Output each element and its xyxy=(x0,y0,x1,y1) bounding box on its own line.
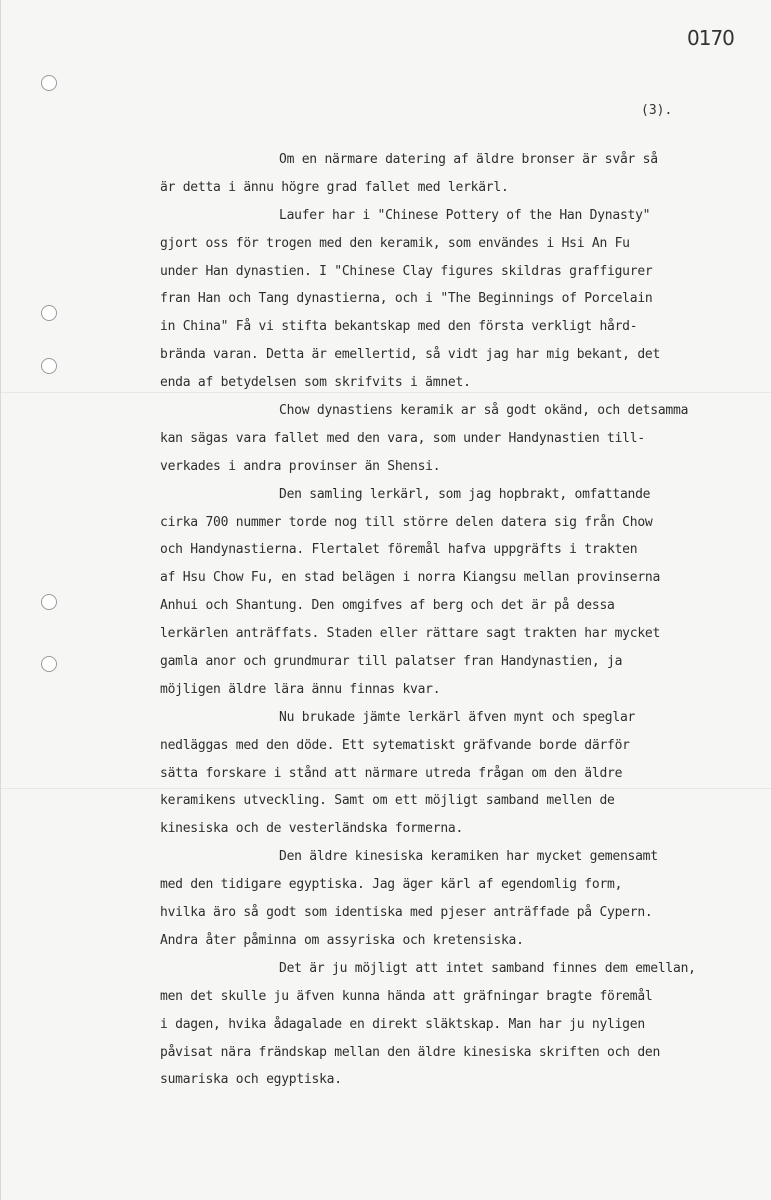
text-line: men det skulle ju äfven kunna hända att gräfningar bragte föremål xyxy=(160,988,653,1004)
text-line: verkades i andra provinser än Shensi. xyxy=(160,458,441,474)
text-line: påvisat nära frändskap mellan den äldre kinesiska skriften och den xyxy=(160,1044,661,1060)
text-line: Nu brukade jämte lerkärl äfven mynt och speglar xyxy=(279,709,636,725)
text-line: Den samling lerkärl, som jag hopbrakt, omfattande xyxy=(279,486,651,502)
text-line: Anhui och Shantung. Den omgifves af berg och det är på dessa xyxy=(160,598,615,614)
punch-hole xyxy=(41,594,57,610)
text-line: fran Han och Tang dynastierna, och i "The Beginnings of Porcelain xyxy=(160,291,653,307)
archive-number: 0170 xyxy=(687,26,734,50)
text-line: gamla anor och grundmurar till palatser fran Handynastien, ja xyxy=(160,654,623,670)
page-number: (3). xyxy=(641,103,673,118)
text-line: enda af betydelsen som skrifvits i ämnet. xyxy=(160,375,471,391)
text-line: Om en närmare datering af äldre bronser är svår så xyxy=(279,152,658,167)
text-line: nedläggas med den döde. Ett sytematiskt gräfvande borde därför xyxy=(160,737,630,753)
text-line: brända varan. Detta är emellertid, så vidt jag har mig bekant, det xyxy=(160,347,661,363)
punch-hole xyxy=(41,75,57,91)
text-line: Andra åter påminna om assyriska och kretensiska. xyxy=(160,932,524,948)
text-line: är detta i ännu högre grad fallet med lerkärl. xyxy=(160,179,509,195)
text-line: sumariska och egyptiska. xyxy=(160,1072,342,1088)
text-line: af Hsu Chow Fu, en stad belägen i norra Kiangsu mellan provinserna xyxy=(160,570,661,586)
punch-hole xyxy=(41,656,57,672)
text-line: kan sägas vara fallet med den vara, som under Handynastien till- xyxy=(160,430,645,446)
punch-hole xyxy=(41,358,57,374)
text-line: möjligen äldre lära ännu finnas kvar. xyxy=(160,681,441,697)
text-line: Det är ju möjligt att intet samband finnes dem emellan, xyxy=(279,960,696,976)
text-line: Chow dynastiens keramik ar så godt okänd, och detsamma xyxy=(279,403,689,419)
text-line: i dagen, hvika ådagalade en direkt släktskap. Man har ju nyligen xyxy=(160,1016,645,1032)
text-line: gjort oss för trogen med den keramik, som envändes i Hsi An Fu xyxy=(160,235,630,251)
body-text xyxy=(160,146,750,1094)
text-line: och Handynastierna. Flertalet föremål hafva uppgräfts i trakten xyxy=(160,542,638,558)
text-line: lerkärlen anträffats. Staden eller rättare sagt trakten har mycket xyxy=(160,626,661,642)
text-line: hvilka äro så godt som identiska med pjeser anträffade på Cypern. xyxy=(160,905,653,921)
punch-hole xyxy=(41,305,57,321)
text-line: cirka 700 nummer torde nog till större delen datera sig från Chow xyxy=(160,514,653,530)
text-line: under Han dynastien. I "Chinese Clay figures skildras graffigurer xyxy=(160,263,653,279)
text-line: in China" Få vi stifta bekantskap med den första verkligt hård- xyxy=(160,319,638,335)
text-line: kinesiska och de vesterländska formerna. xyxy=(160,821,464,837)
text-line: med den tidigare egyptiska. Jag äger kärl af egendomlig form, xyxy=(160,877,623,893)
text-line: keramikens utveckling. Samt om ett möjligt samband mellen de xyxy=(160,793,615,809)
text-line: sätta forskare i stånd att närmare utreda frågan om den äldre xyxy=(160,765,623,781)
text-line: Laufer har i "Chinese Pottery of the Han Dynasty" xyxy=(279,207,651,223)
text-line: Den äldre kinesiska keramiken har mycket gemensamt xyxy=(279,849,658,865)
